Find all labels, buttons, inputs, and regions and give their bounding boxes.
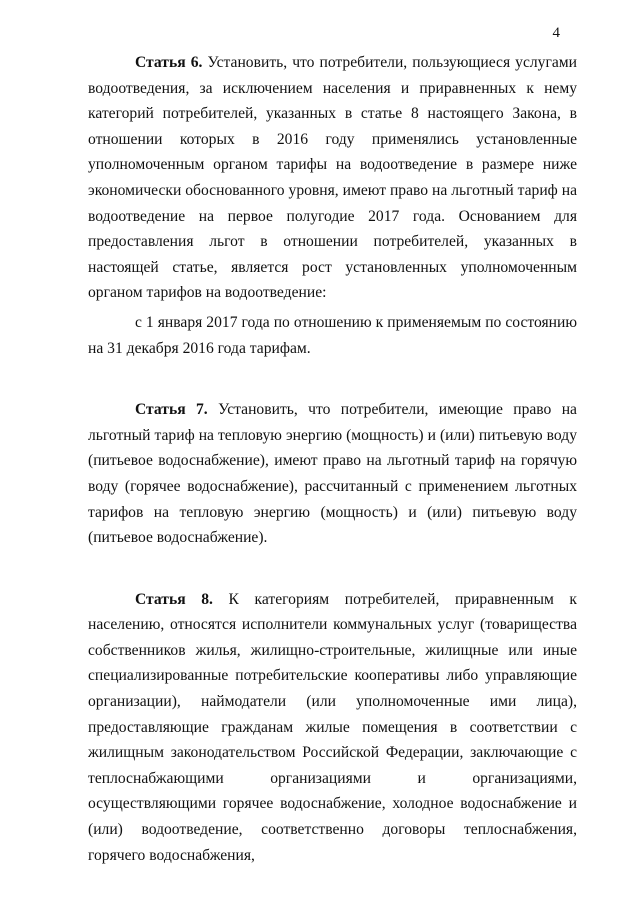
page-number: 4 bbox=[552, 25, 560, 41]
article-7-paragraph-1 bbox=[88, 397, 577, 551]
article-6-label: Статья 6. bbox=[135, 54, 203, 71]
article-8 bbox=[88, 587, 577, 869]
article-7-label: Статья 7. bbox=[135, 401, 208, 419]
document-body bbox=[88, 50, 577, 868]
article-6-text-2: с 1 января 2017 года по отношению к применяемым по состоянию на 31 декабря 2016 года тарифам. bbox=[88, 313, 577, 357]
article-6-text-1: Установить, что потребители, пользующиеся услугами водоотведения, за исключением населения и приравненных к нему категорий потребителей, указанных в статье 8 настоящего Закона, в отношении которых в 2016 году применялись установленные уполномоченным органом тарифы на водоотведение в размере ниже экономически обоснованного уровня, имеют право на льготный тариф на водоотведение на первое полугодие 2017 года. Основанием для предоставления льгот в отношении потребителей, указанных в настоящей статье, является рост установленных уполномоченным органом тарифов на водоотведение: bbox=[88, 54, 577, 302]
article-6 bbox=[88, 50, 577, 361]
article-8-paragraph-1 bbox=[88, 587, 577, 869]
article-8-label: Статья 8. bbox=[135, 590, 213, 608]
article-7 bbox=[88, 397, 577, 551]
article-8-text-1: К категориям потребителей, приравненным к населению, относятся исполнители коммунальных услуг (товарищества собственников жилья, жилищно-строительные, жилищные или иные специализированные потребительские кооперативы либо управляющие организации), наймодатели (или уполномоченные ими лица), предоставляющие гражданам жилые помещения в соответствии с жилищным законодательством Российской Федерации, заключающие с теплоснабжающими организациями и организациями, осуществляющими горячее водоснабжение, холодное водоснабжение и (или) водоотведение, соответственно договоры теплоснабжения, горячего водоснабжения, bbox=[88, 590, 577, 864]
article-6-paragraph-2 bbox=[88, 310, 577, 361]
article-6-paragraph-1 bbox=[88, 50, 577, 306]
article-7-text-1: Установить, что потребители, имеющие право на льготный тариф на тепловую энергию (мощность) и (или) питьевую воду (питьевое водоснабжение), имеют право на льготный тариф на горячую воду (горячее водоснабжение), рассчитанный с применением льготных тарифов на тепловую энергию (мощность) и (или) питьевую воду (питьевое водоснабжение). bbox=[88, 401, 577, 547]
